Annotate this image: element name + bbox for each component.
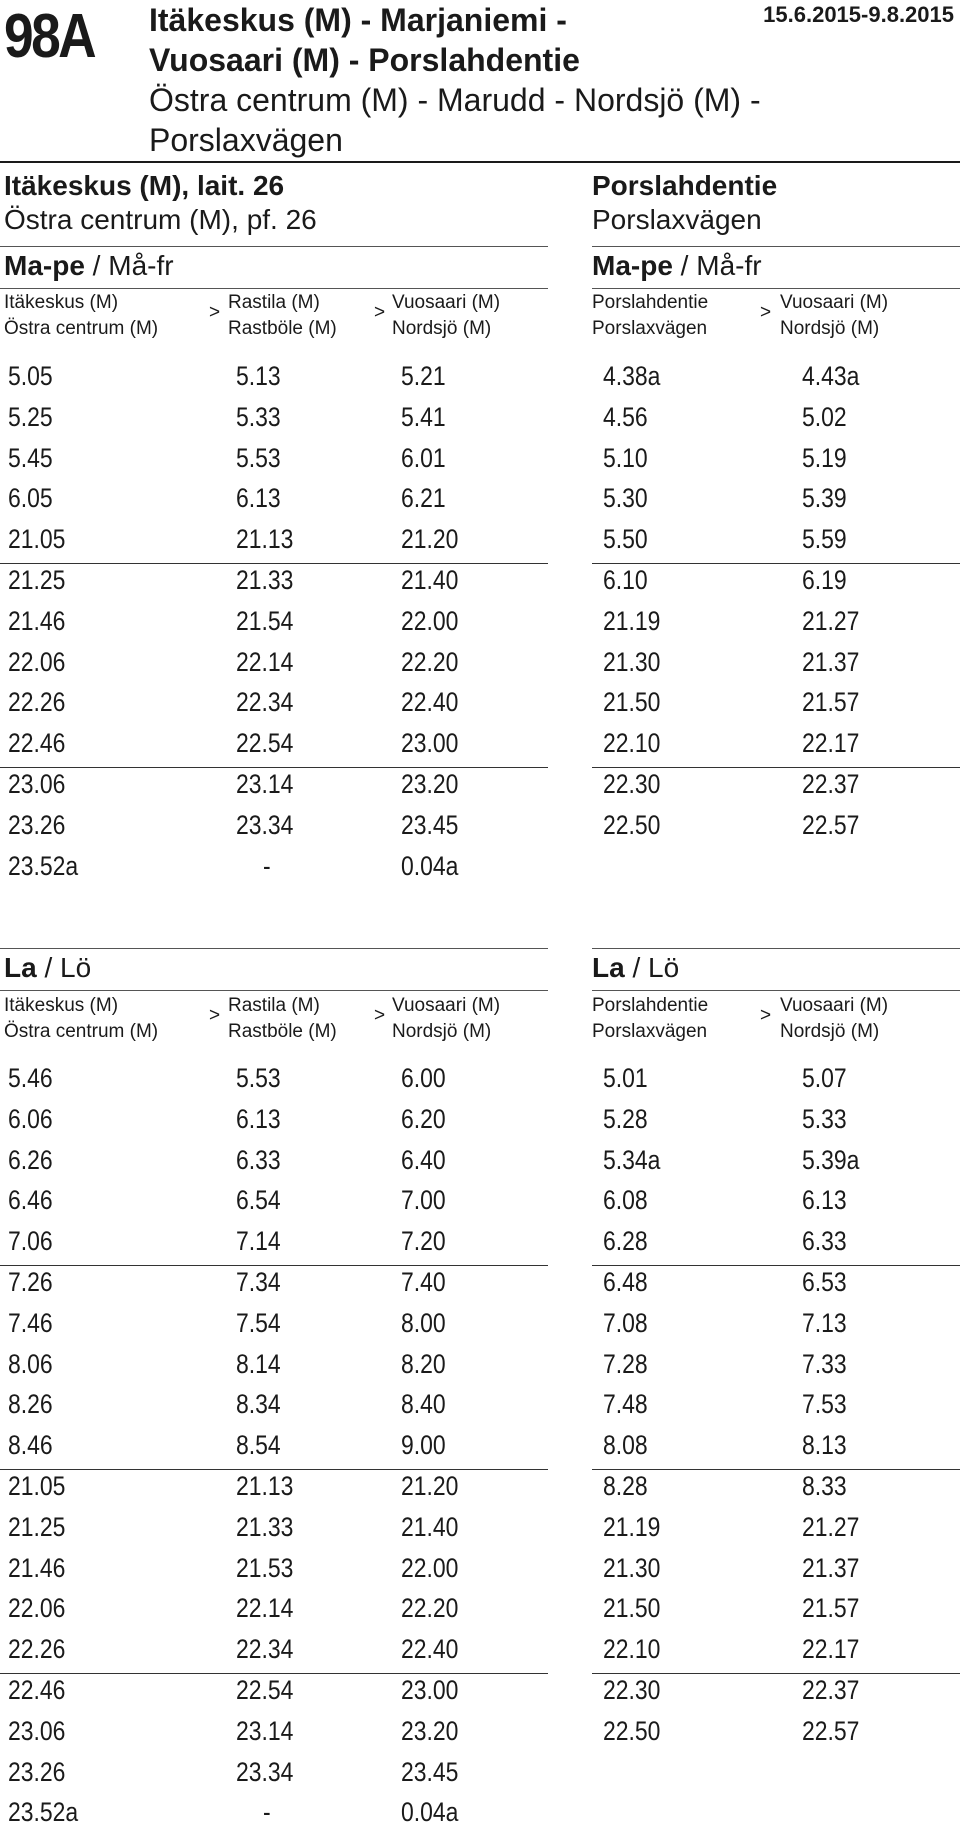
- saturday-time-cell: 23.45: [401, 1756, 459, 1787]
- weekday-group-divider: [592, 563, 960, 564]
- saturday-time-cell: 7.20: [401, 1226, 446, 1257]
- col-header: [592, 290, 708, 342]
- saturday-time-cell: 22.06: [8, 1593, 66, 1624]
- weekday-time-cell: 5.02: [802, 401, 847, 432]
- saturday-time-cell: 6.20: [401, 1103, 446, 1134]
- saturday-group-divider: [0, 1673, 548, 1674]
- weekday-time-cell: 21.19: [603, 605, 661, 636]
- saturday-time-cell: 23.20: [401, 1715, 459, 1746]
- weekday-time-cell: 5.21: [401, 361, 446, 391]
- weekday-time-cell: 5.33: [236, 401, 281, 432]
- col-header: [228, 290, 337, 342]
- weekday-time-cell: 21.13: [236, 524, 294, 555]
- col-header-sv: Porslaxvägen: [592, 318, 708, 339]
- right-stop-name-sv: Porslaxvägen: [592, 204, 762, 235]
- day-label-sv: Må-fr: [108, 250, 174, 281]
- weekday-time-cell: 23.14: [236, 769, 294, 799]
- saturday-time-cell: 23.00: [401, 1675, 459, 1705]
- saturday-time-cell: 21.19: [603, 1511, 661, 1542]
- day-label-separator: /: [84, 250, 109, 281]
- weekday-time-cell: 5.39: [802, 483, 847, 514]
- saturday-time-cell: 21.27: [802, 1511, 860, 1542]
- saturday-time-cell: 5.39a: [802, 1144, 860, 1175]
- saturday-time-cell: 8.33: [802, 1471, 847, 1501]
- weekday-time-cell: 23.20: [401, 769, 459, 799]
- weekday-time-cell: 5.59: [802, 524, 847, 555]
- direction-arrow: >: [760, 1005, 772, 1026]
- weekday-label-left: [4, 250, 174, 282]
- day-label-fi: Ma-pe: [592, 250, 673, 281]
- weekday-time-cell: 5.13: [236, 361, 281, 391]
- saturday-time-cell: -: [263, 1797, 271, 1828]
- saturday-time-cell: 7.00: [401, 1185, 446, 1216]
- route-number: 98A: [4, 2, 95, 71]
- saturday-time-cell: 6.40: [401, 1144, 446, 1175]
- col-header-sv: Rastböle (M): [228, 1021, 337, 1042]
- col-header-sv: Nordsjö (M): [392, 318, 492, 339]
- weekday-time-cell: 22.54: [236, 728, 294, 759]
- col-header-sv: Nordsjö (M): [780, 318, 880, 339]
- day-label-fi: Ma-pe: [4, 250, 85, 281]
- saturday-time-cell: 7.40: [401, 1267, 446, 1297]
- saturday-time-cell: 7.33: [802, 1348, 847, 1379]
- day-label-sv: Lö: [60, 952, 92, 983]
- saturday-time-cell: 5.01: [603, 1063, 648, 1093]
- saturday-time-cell: 5.46: [8, 1063, 53, 1093]
- saturday-time-cell: 7.13: [802, 1307, 847, 1338]
- saturday-time-cell: 8.06: [8, 1348, 53, 1379]
- saturday-time-cell: 22.50: [603, 1715, 661, 1746]
- weekday-time-cell: 23.00: [401, 728, 459, 759]
- saturday-time-cell: 22.46: [8, 1675, 66, 1705]
- saturday-time-cell: 7.14: [236, 1226, 281, 1257]
- day-label-separator: /: [624, 952, 649, 983]
- title-sv-line: Östra centrum (M) - Marudd - Nordsjö (M) -: [149, 82, 761, 118]
- saturday-time-cell: 21.40: [401, 1511, 459, 1542]
- saturday-subdivider-right: [592, 990, 960, 991]
- saturday-time-cell: 22.30: [603, 1675, 661, 1705]
- col-header: [228, 993, 337, 1045]
- saturday-divider-left: [0, 948, 548, 949]
- weekday-time-cell: 22.40: [401, 687, 459, 718]
- saturday-time-cell: 8.54: [236, 1430, 281, 1461]
- day-label-sv: Må-fr: [696, 250, 762, 281]
- saturday-time-cell: 22.14: [236, 1593, 294, 1624]
- day-label-fi: La: [592, 952, 625, 983]
- saturday-time-cell: 22.57: [802, 1715, 860, 1746]
- weekday-time-cell: 21.37: [802, 646, 860, 677]
- weekday-time-cell: 21.27: [802, 605, 860, 636]
- route-title-fi: [149, 0, 580, 80]
- weekday-time-cell: 23.06: [8, 769, 66, 799]
- direction-arrow: >: [760, 302, 772, 323]
- saturday-time-cell: 23.26: [8, 1756, 66, 1787]
- col-header-fi: Vuosaari (M): [392, 292, 501, 313]
- direction-arrow: >: [209, 302, 221, 323]
- saturday-time-cell: 22.10: [603, 1634, 661, 1665]
- weekday-time-cell: 4.38a: [603, 361, 661, 391]
- saturday-time-cell: 21.20: [401, 1471, 459, 1501]
- saturday-time-cell: 0.04a: [401, 1797, 459, 1828]
- day-label-sv: Lö: [648, 952, 680, 983]
- col-header-fi: Vuosaari (M): [780, 292, 889, 313]
- saturday-time-cell: 6.54: [236, 1185, 281, 1216]
- weekday-time-cell: 6.10: [603, 565, 648, 595]
- weekday-time-cell: 21.57: [802, 687, 860, 718]
- saturday-time-cell: 5.33: [802, 1103, 847, 1134]
- day-label-separator: /: [36, 952, 61, 983]
- col-header: [4, 290, 158, 342]
- weekday-time-cell: 0.04a: [401, 850, 459, 881]
- saturday-time-cell: 22.54: [236, 1675, 294, 1705]
- weekday-time-cell: 22.37: [802, 769, 860, 799]
- saturday-time-cell: 8.13: [802, 1430, 847, 1461]
- route-title-sv: [149, 80, 761, 160]
- col-header: [592, 993, 708, 1045]
- saturday-time-cell: 22.37: [802, 1675, 860, 1705]
- right-stop-name-fi: Porslahdentie: [592, 170, 778, 201]
- weekday-time-cell: 23.45: [401, 809, 459, 840]
- weekday-time-cell: 6.13: [236, 483, 281, 514]
- saturday-time-cell: 6.28: [603, 1226, 648, 1257]
- saturday-time-cell: 7.53: [802, 1389, 847, 1420]
- col-header-sv: Östra centrum (M): [4, 1021, 159, 1042]
- weekday-group-divider: [0, 767, 548, 768]
- weekday-time-cell: 5.10: [603, 442, 648, 473]
- saturday-time-cell: 7.06: [8, 1226, 53, 1257]
- weekday-time-cell: 6.21: [401, 483, 446, 514]
- saturday-time-cell: 8.00: [401, 1307, 446, 1338]
- weekday-time-cell: 22.50: [603, 809, 661, 840]
- weekday-time-cell: 22.00: [401, 605, 459, 636]
- weekday-time-cell: 22.34: [236, 687, 294, 718]
- saturday-group-divider: [592, 1265, 960, 1266]
- weekday-time-cell: 21.05: [8, 524, 66, 555]
- saturday-time-cell: 6.26: [8, 1144, 53, 1175]
- saturday-subdivider-left: [0, 990, 548, 991]
- saturday-time-cell: 7.08: [603, 1307, 648, 1338]
- col-header-fi: Itäkeskus (M): [4, 292, 119, 313]
- col-header-sv: Nordsjö (M): [392, 1021, 492, 1042]
- saturday-time-cell: 22.40: [401, 1634, 459, 1665]
- saturday-time-cell: 23.52a: [8, 1797, 79, 1828]
- col-header-sv: Rastböle (M): [228, 318, 337, 339]
- saturday-time-cell: 7.26: [8, 1267, 53, 1297]
- saturday-time-cell: 6.33: [802, 1226, 847, 1257]
- weekday-time-cell: 21.33: [236, 565, 294, 595]
- saturday-time-cell: 6.48: [603, 1267, 648, 1297]
- weekday-time-cell: 5.53: [236, 442, 281, 473]
- day-label-fi: La: [4, 952, 37, 983]
- weekday-time-cell: 6.19: [802, 565, 847, 595]
- saturday-time-cell: 8.26: [8, 1389, 53, 1420]
- saturday-time-cell: 22.20: [401, 1593, 459, 1624]
- saturday-time-cell: 23.34: [236, 1756, 294, 1787]
- saturday-time-cell: 6.13: [236, 1103, 281, 1134]
- title-fi-line: Vuosaari (M) - Porslahdentie: [149, 42, 580, 78]
- weekday-time-cell: 21.50: [603, 687, 661, 718]
- col-header: [392, 993, 500, 1045]
- saturday-group-divider: [592, 1673, 960, 1674]
- weekday-time-cell: 22.20: [401, 646, 459, 677]
- saturday-time-cell: 21.33: [236, 1511, 294, 1542]
- weekday-time-cell: 5.30: [603, 483, 648, 514]
- saturday-time-cell: 7.28: [603, 1348, 648, 1379]
- saturday-time-cell: 6.53: [802, 1267, 847, 1297]
- saturday-time-cell: 22.00: [401, 1552, 459, 1583]
- header-divider: [0, 161, 960, 163]
- saturday-time-cell: 5.07: [802, 1063, 847, 1093]
- saturday-time-cell: 22.34: [236, 1634, 294, 1665]
- col-header-fi: Itäkeskus (M): [4, 995, 119, 1016]
- weekday-time-cell: 22.26: [8, 687, 66, 718]
- weekday-time-cell: 23.52a: [8, 850, 79, 881]
- weekday-time-cell: 22.14: [236, 646, 294, 677]
- left-stop-name-fi: Itäkeskus (M), lait. 26: [4, 170, 285, 201]
- saturday-time-cell: 6.00: [401, 1063, 446, 1093]
- weekday-time-cell: 5.45: [8, 442, 53, 473]
- direction-arrow: >: [374, 1005, 386, 1026]
- weekday-time-cell: 22.46: [8, 728, 66, 759]
- saturday-time-cell: 8.28: [603, 1471, 648, 1501]
- weekday-time-cell: 21.46: [8, 605, 66, 636]
- weekday-label-right: [592, 250, 762, 282]
- saturday-time-cell: 21.25: [8, 1511, 66, 1542]
- col-header: [4, 993, 158, 1045]
- saturday-time-cell: 8.40: [401, 1389, 446, 1420]
- saturday-label-right: [592, 952, 679, 984]
- saturday-time-cell: 21.46: [8, 1552, 66, 1583]
- weekday-time-cell: 4.56: [603, 401, 648, 432]
- weekday-time-cell: 22.10: [603, 728, 661, 759]
- weekday-divider-right: [592, 246, 960, 247]
- saturday-time-cell: 8.46: [8, 1430, 53, 1461]
- saturday-label-left: [4, 952, 91, 984]
- direction-arrow: >: [209, 1005, 221, 1026]
- saturday-group-divider: [0, 1469, 548, 1470]
- col-header: [780, 993, 888, 1045]
- weekday-time-cell: 4.43a: [802, 361, 860, 391]
- saturday-time-cell: 6.33: [236, 1144, 281, 1175]
- saturday-time-cell: 22.26: [8, 1634, 66, 1665]
- col-header-fi: Porslahdentie: [592, 292, 709, 313]
- col-header-sv: Nordsjö (M): [780, 1021, 880, 1042]
- weekday-time-cell: 5.50: [603, 524, 648, 555]
- saturday-time-cell: 7.48: [603, 1389, 648, 1420]
- left-stop-name-sv: Östra centrum (M), pf. 26: [4, 204, 317, 235]
- day-label-separator: /: [672, 250, 697, 281]
- weekday-time-cell: 21.25: [8, 565, 66, 595]
- direction-arrow: >: [374, 302, 386, 323]
- col-header-fi: Vuosaari (M): [392, 995, 501, 1016]
- saturday-time-cell: 9.00: [401, 1430, 446, 1461]
- saturday-time-cell: 21.05: [8, 1471, 66, 1501]
- col-header-fi: Vuosaari (M): [780, 995, 889, 1016]
- saturday-time-cell: 8.20: [401, 1348, 446, 1379]
- col-header: [780, 290, 888, 342]
- col-header: [392, 290, 500, 342]
- saturday-time-cell: 23.06: [8, 1715, 66, 1746]
- saturday-time-cell: 7.46: [8, 1307, 53, 1338]
- saturday-time-cell: 6.06: [8, 1103, 53, 1134]
- saturday-time-cell: 21.30: [603, 1552, 661, 1583]
- saturday-time-cell: 21.37: [802, 1552, 860, 1583]
- title-sv-line: Porslaxvägen: [149, 122, 343, 158]
- title-fi-line: Itäkeskus (M) - Marjaniemi -: [149, 2, 567, 38]
- saturday-time-cell: 22.17: [802, 1634, 860, 1665]
- col-header-fi: Porslahdentie: [592, 995, 709, 1016]
- weekday-time-cell: 6.05: [8, 483, 53, 514]
- weekday-time-cell: 22.57: [802, 809, 860, 840]
- saturday-time-cell: 23.14: [236, 1715, 294, 1746]
- saturday-time-cell: 6.46: [8, 1185, 53, 1216]
- validity-period: 15.6.2015-9.8.2015: [763, 2, 954, 27]
- col-header-fi: Rastila (M): [228, 995, 320, 1016]
- weekday-time-cell: 6.01: [401, 442, 446, 473]
- saturday-time-cell: 5.53: [236, 1063, 281, 1093]
- weekday-time-cell: 23.34: [236, 809, 294, 840]
- weekday-time-cell: 5.19: [802, 442, 847, 473]
- saturday-time-cell: 6.13: [802, 1185, 847, 1216]
- weekday-time-cell: 22.06: [8, 646, 66, 677]
- weekday-time-cell: 21.54: [236, 605, 294, 636]
- saturday-group-divider: [592, 1469, 960, 1470]
- weekday-time-cell: 5.05: [8, 361, 53, 391]
- weekday-time-cell: 5.25: [8, 401, 53, 432]
- weekday-divider-left: [0, 246, 548, 247]
- weekday-time-cell: -: [263, 850, 271, 881]
- saturday-time-cell: 5.28: [603, 1103, 648, 1134]
- weekday-time-cell: 23.26: [8, 809, 66, 840]
- saturday-time-cell: 5.34a: [603, 1144, 661, 1175]
- saturday-time-cell: 8.08: [603, 1430, 648, 1461]
- col-header-sv: Porslaxvägen: [592, 1021, 708, 1042]
- saturday-time-cell: 8.14: [236, 1348, 281, 1379]
- col-header-fi: Rastila (M): [228, 292, 320, 313]
- saturday-time-cell: 7.34: [236, 1267, 281, 1297]
- saturday-time-cell: 21.50: [603, 1593, 661, 1624]
- weekday-time-cell: 22.17: [802, 728, 860, 759]
- weekday-time-cell: 21.30: [603, 646, 661, 677]
- col-header-sv: Östra centrum (M): [4, 318, 159, 339]
- saturday-time-cell: 6.08: [603, 1185, 648, 1216]
- saturday-time-cell: 8.34: [236, 1389, 281, 1420]
- weekday-group-divider: [0, 563, 548, 564]
- weekday-group-divider: [592, 767, 960, 768]
- saturday-time-cell: 21.13: [236, 1471, 294, 1501]
- saturday-time-cell: 7.54: [236, 1307, 281, 1338]
- weekday-time-cell: 21.40: [401, 565, 459, 595]
- saturday-time-cell: 21.57: [802, 1593, 860, 1624]
- weekday-time-cell: 22.30: [603, 769, 661, 799]
- saturday-divider-right: [592, 948, 960, 949]
- weekday-subdivider-left: [0, 288, 548, 289]
- saturday-group-divider: [0, 1265, 548, 1266]
- weekday-time-cell: 5.41: [401, 401, 446, 432]
- weekday-subdivider-right: [592, 288, 960, 289]
- weekday-time-cell: 21.20: [401, 524, 459, 555]
- saturday-time-cell: 21.53: [236, 1552, 294, 1583]
